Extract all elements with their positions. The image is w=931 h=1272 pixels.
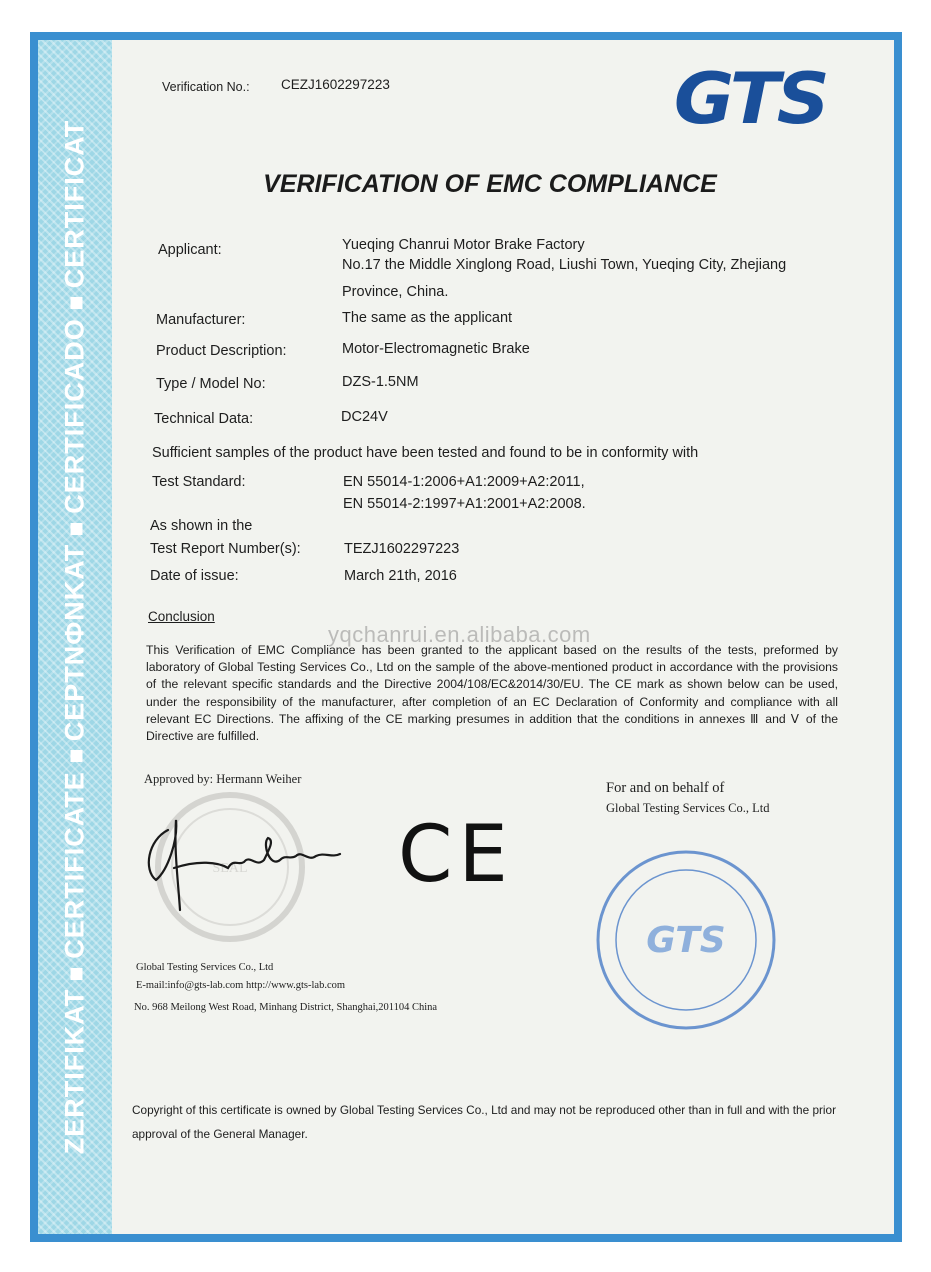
page-title: VERIFICATION OF EMC COMPLIANCE [263, 170, 717, 198]
contact-address: No. 968 Meilong West Road, Minhang District, Shanghai,201104 China [134, 1002, 438, 1013]
standard-value-2: EN 55014-2:1997+A1:2001+A2:2008. [343, 496, 586, 512]
side-word-3: CEPTNФNKAT [59, 543, 90, 742]
standard-value-1: EN 55014-1:2006+A1:2009+A2:2011, [343, 474, 585, 490]
conclusion-heading: Conclusion [148, 609, 215, 624]
on-behalf-line-2: Global Testing Services Co., Ltd [606, 801, 770, 815]
side-word-1: ZERTIFIKAT [59, 988, 90, 1155]
signature-image [138, 810, 350, 920]
side-word-5: CERTIFICAT [59, 119, 90, 289]
applicant-label: Applicant: [158, 242, 222, 258]
side-separator [70, 523, 82, 535]
product-value: Motor-Electromagnetic Brake [342, 341, 530, 357]
verification-number: CEZJ1602297223 [281, 77, 390, 92]
approved-by: Approved by: Hermann Weiher [144, 772, 302, 786]
verification-label: Verification No.: [162, 80, 250, 94]
applicant-name: Yueqing Chanrui Motor Brake Factory [342, 237, 585, 253]
report-value: TEZJ1602297223 [344, 541, 460, 557]
standard-label: Test Standard: [152, 474, 246, 490]
report-label: Test Report Number(s): [150, 541, 301, 557]
conformity-statement: Sufficient samples of the product have been tested and found to be in conformity with [152, 445, 699, 461]
technical-value: DC24V [341, 409, 388, 425]
embossed-seal-text: SEAL [212, 861, 248, 876]
side-separator [70, 968, 82, 980]
certificate-paper [38, 40, 894, 1234]
manufacturer-label: Manufacturer: [156, 312, 246, 328]
side-separator [70, 297, 82, 309]
model-label: Type / Model No: [156, 376, 266, 392]
on-behalf-line-1: For and on behalf of [606, 780, 725, 796]
copyright-notice: Copyright of this certificate is owned by Global Testing Services Co., Ltd and may not be reproduced other than in full and with the prior approval of the General Manager. [132, 1103, 837, 1141]
side-band [38, 40, 112, 1234]
applicant-address-2: Province, China. [342, 284, 449, 300]
technical-label: Technical Data: [154, 411, 254, 427]
contact-company: Global Testing Services Co., Ltd [136, 962, 274, 973]
model-value: DZS-1.5NM [342, 374, 419, 390]
watermark: yqchanrui.en.alibaba.com [328, 622, 591, 647]
contact-email-web: E-mail:info@gts-lab.com http://www.gts-lab.com [136, 980, 346, 991]
gts-logo-text: GTS [673, 58, 827, 140]
ce-mark: CE [398, 810, 514, 900]
side-word-2: CERTIFICATE [59, 771, 90, 959]
date-label: Date of issue: [150, 568, 239, 584]
gts-logo [673, 58, 844, 140]
side-separator [70, 750, 82, 762]
conclusion-body: This Verification of EMC Compliance has been granted to the applicant based on the results of the tests, preformed by laboratory of Global Testing Services Co., Ltd on the sample of the above-mentioned product in accordance with the provisions of the relevant specific standards and the Directive 2004/108/EC&2014/30/EU. The CE mark as shown below can be used, under the responsibility of the manufacturer, after completion of an EC Declaration of Conformity and compliance with all relevant EC Directions. The affixing of the CE marking presumes in addition that the conditions in annexes Ⅲ and Ⅴ of the Directive are fulfilled. [146, 643, 838, 744]
manufacturer-value: The same as the applicant [342, 310, 513, 326]
date-value: March 21th, 2016 [344, 568, 457, 584]
side-word-4: CERTIFICADO [59, 318, 90, 514]
shown-label: As shown in the [150, 518, 253, 534]
gts-seal-logo: GTS [646, 920, 726, 961]
side-band-text [60, 47, 91, 1227]
product-label: Product Description: [156, 343, 287, 359]
applicant-address-1: No.17 the Middle Xinglong Road, Liushi Town, Yueqing City, Zhejiang [342, 257, 787, 273]
gts-seal [586, 840, 786, 1040]
